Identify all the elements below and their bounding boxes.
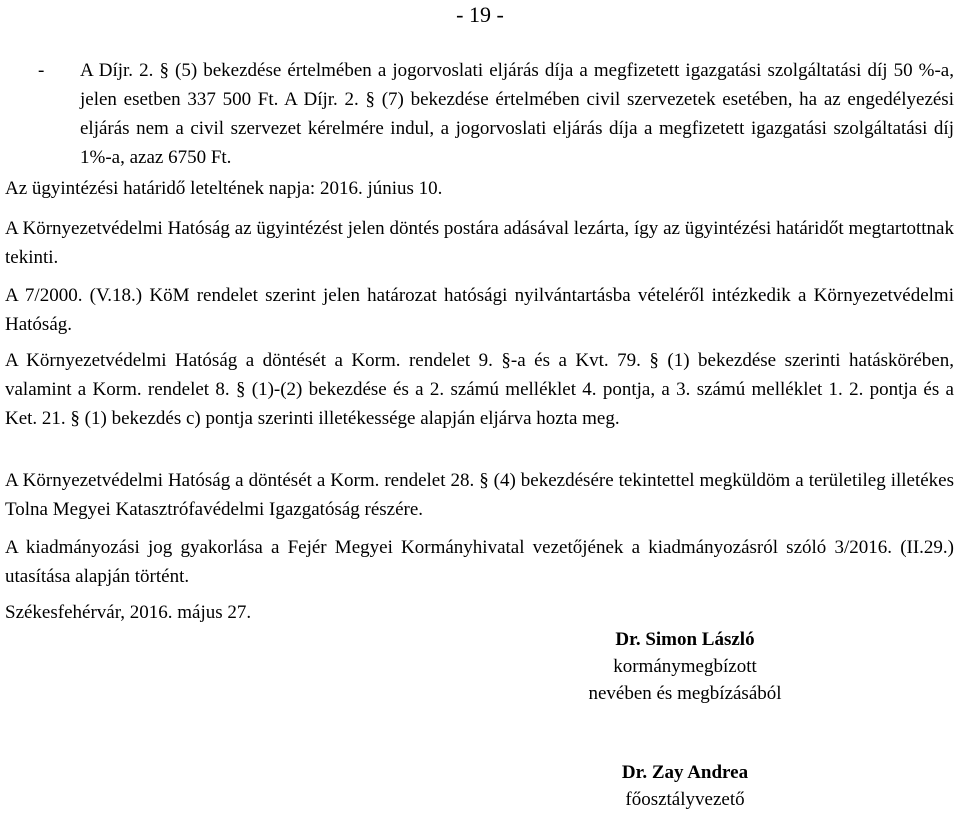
signatory-title: kormánymegbízott <box>613 656 757 677</box>
signatory-title: főosztályvezető <box>625 789 745 810</box>
signatory-capacity: nevében és megbízásából <box>588 683 782 704</box>
paragraph-competence: A Környezetvédelmi Hatóság a döntését a Korm. rendelet 9. §-a és a Kvt. 79. § (1) bekezdése szerinti hatáskörében, valamint a Korm. rendelet 8. § (1)-(2) bekezdése és a 2. számú melléklet 4. pontja, a 3. számú melléklet 1. 2. pontja és a Ket. 21. § (1) bekezdés c) pontja szerinti illetékessége alapján eljárva hozta meg. <box>5 350 954 429</box>
signature-block-commissioner <box>560 626 810 707</box>
paragraph-signing-authority: A kiadmányozási jog gyakorlása a Fejér Megyei Kormányhivatal vezetőjének a kiadmányozásról szóló 3/2016. (II.29.) utasítása alapján történt. <box>5 537 954 587</box>
bullet-dash: - <box>38 60 45 81</box>
signatory-name: Dr. Zay Andrea <box>621 762 749 783</box>
page-number: - 19 - <box>456 2 504 27</box>
paragraph-procedure-closed: A Környezetvédelmi Hatóság az ügyintézést jelen döntés postára adásával lezárta, így az ügyintézési határidőt megtartottnak tekinti. <box>5 218 954 268</box>
paragraph-deadline-date: Az ügyintézési határidő leteltének napja: 2016. június 10. <box>5 178 443 199</box>
paragraph-forwarding: A Környezetvédelmi Hatóság a döntését a Korm. rendelet 28. § (4) bekezdésére tekintettel megküldöm a területileg illetékes Tolna Megyei Katasztrófavédelmi Igazgatóság részére. <box>5 470 954 520</box>
paragraph-registry: A 7/2000. (V.18.) KöM rendelet szerint jelen határozat hatósági nyilvántartásba vételéről intézkedik a Környezetvédelmi Hatóság. <box>5 285 954 335</box>
place-and-date: Székesfehérvár, 2016. május 27. <box>5 602 252 623</box>
signature-block-head-of-department <box>570 759 800 813</box>
paragraph-appeal-fee: A Díjr. 2. § (5) bekezdése értelmében a jogorvoslati eljárás díja a megfizetett igazgatási szolgáltatási díj 50 %-a, jelen esetben 337 500 Ft. A Díjr. 2. § (7) bekezdése értelmében civil szervezetek esetében, ha az engedélyezési eljárás nem a civil szervezet kérelmére indul, a jogorvoslati eljárás díja a megfizetett igazgatási szolgáltatási díj 1%-a, azaz 6750 Ft. <box>80 60 954 168</box>
signatory-name: Dr. Simon László <box>615 629 755 650</box>
